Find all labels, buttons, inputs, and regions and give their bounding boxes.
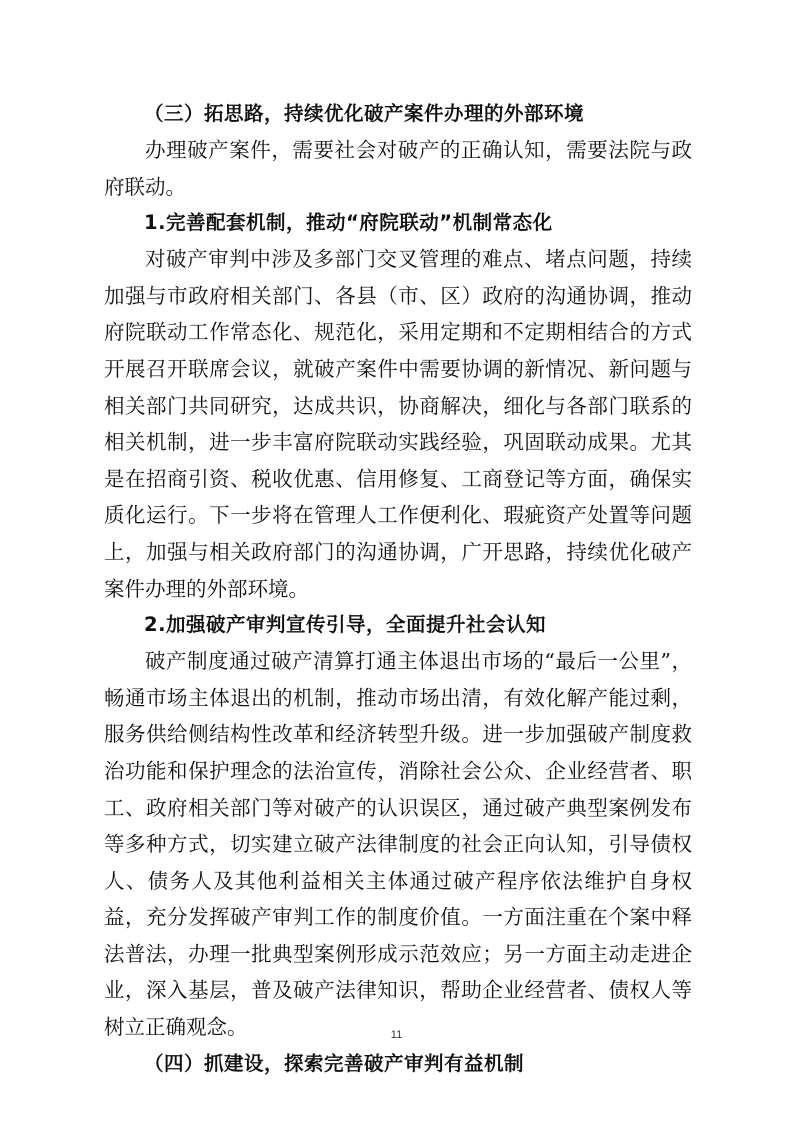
text-line: 府院联动工作常态化、规范化，采用定期和不定期相结合的方式 (104, 320, 692, 345)
text-line: 案件办理的外部环境。 (104, 576, 309, 601)
text-line: 办理破产案件，需要社会对破产的正确认知，需要法院与政 (145, 138, 692, 162)
text-line: 破产制度通过破产清算打通主体退出市场的“最后一公里”， (145, 649, 692, 674)
text-line: 树立正确观念。 (104, 1015, 248, 1040)
section-heading-3: （三）拓思路，持续优化破产案件办理的外部环境 (144, 102, 585, 125)
text-line: 对破产审判中涉及多部门交叉管理的难点、堵点问题，持续 (145, 247, 692, 272)
text-line: 等多种方式，切实建立破产法律制度的社会正向认知，引导债权 (104, 832, 692, 857)
document-body (104, 96, 692, 1082)
text-line: 上，加强与相关政府部门的沟通协调，广开思路，持续优化破产 (104, 539, 692, 564)
text-line: 益，充分发挥破产审判工作的制度价值。一方面注重在个案中释 (104, 905, 692, 930)
text-line: 服务供给侧结构性改革和经济转型升级。进一步加强破产制度救 (104, 722, 692, 747)
text-line: 是在招商引资、税收优惠、信用修复、工商登记等方面，确保实 (104, 466, 692, 491)
text-line: 相关部门共同研究，达成共识，协商解决，细化与各部门联系的 (104, 393, 692, 418)
section-heading-4: （四）抓建设，探索完善破产审判有益机制 (144, 1051, 525, 1075)
text-line: 加强与市政府相关部门、各县（市、区）政府的沟通协调，推动 (104, 283, 692, 308)
text-line: 相关机制，进一步丰富府院联动实践经验，巩固联动成果。尤其 (104, 430, 692, 455)
text-line: 法普法，办理一批典型案例形成示范效应；另一方面主动走进企 (104, 941, 692, 966)
text-line: 畅通市场主体退出的机制，推动市场出清，有效化解产能过剩， (104, 685, 692, 710)
text-line: 治功能和保护理念的法治宣传，消除社会公众、企业经营者、职 (104, 758, 692, 783)
text-line: 工、政府相关部门等对破产的认识误区，通过破产典型案例发布 (104, 795, 692, 820)
text-line: 府联动。 (104, 174, 186, 199)
paragraph-1 (104, 241, 692, 607)
text-line: 业，深入基层，普及破产法律知识，帮助企业经营者、债权人等 (104, 978, 692, 1003)
text-line: 质化运行。下一步将在管理人工作便利化、瑕疵资产处置等问题 (104, 503, 692, 528)
text-line: 人、债务人及其他利益相关主体通过破产程序依法维护自身权 (104, 868, 692, 893)
subsection-heading-1: 1.完善配套机制，推动“府院联动”机制常态化 (144, 211, 553, 235)
paragraph-2 (104, 643, 692, 1046)
subsection-heading-2: 2.加强破产审判宣传引导，全面提升社会认知 (144, 613, 546, 637)
text-line: 开展召开联席会议，就破产案件中需要协调的新情况、新问题与 (104, 356, 692, 381)
page-number: 11 (390, 1029, 403, 1041)
paragraph-intro (104, 132, 692, 205)
